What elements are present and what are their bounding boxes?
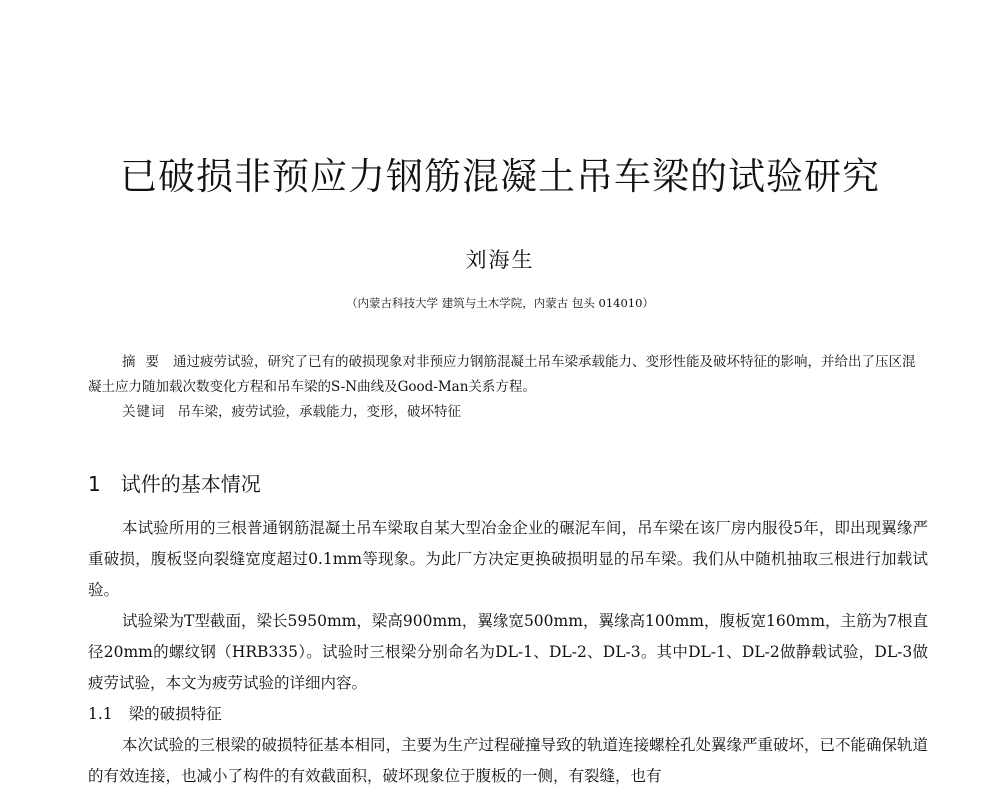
abstract-block <box>88 350 928 425</box>
body-paragraph: 本试验所用的三根普通钢筋混凝土吊车梁取自某大型冶金企业的碾泥车间，吊车梁在该厂房内服役5年，即出现翼缘严重破损，腹板竖向裂缝宽度超过0.1mm等现象。为此厂方决定更换破损明显的吊车梁。我们从中随机抽取三根进行加载试验。 <box>88 519 928 599</box>
section-number: 1 <box>88 472 101 496</box>
subsection-title: 梁的破损特征 <box>128 705 222 723</box>
keywords-label: 关键词 <box>122 404 166 420</box>
body-paragraph: 试验梁为T型截面，梁长5950mm，梁高900mm，翼缘宽500mm，翼缘高100mm，腹板宽160mm，主筋为7根直径20mm的螺纹钢（HRB335）。试验时三根梁分别命名为DL-1、DL-2、DL-3。其中DL-1、DL-2做静载试验，DL-3做疲劳试验，本文为疲劳试验的详细内容。 <box>88 612 928 692</box>
body-paragraph: 本次试验的三根梁的破损特征基本相同，主要为生产过程碰撞导致的轨道连接螺栓孔处翼缘严重破坏，已不能确保轨道的有效连接，也减小了构件的有效截面积，破坏现象位于腹板的一侧，有裂缝，也有 <box>88 736 929 785</box>
paper-title: 已破损非预应力钢筋混凝土吊车梁的试验研究 <box>120 155 880 198</box>
abstract-label: 摘要 <box>122 354 169 370</box>
section-1 <box>88 468 928 792</box>
subsection-heading <box>88 699 928 730</box>
keywords-line <box>88 400 928 425</box>
abstract-text: 通过疲劳试验，研究了已有的破损现象对非预应力钢筋混凝土吊车梁承载能力、变形性能及破坏特征的影响，并给出了压区混凝土应力随加载次数变化方程和吊车梁的S-N曲线及Good-Man关系方程。 <box>88 354 916 395</box>
keywords-text: 吊车梁，疲劳试验，承载能力，变形，破坏特征 <box>177 404 461 420</box>
author-affiliation: （内蒙古科技大学 建筑与土木学院，内蒙古 包头 014010） <box>346 296 654 310</box>
section-body <box>88 513 928 792</box>
abstract-paragraph <box>88 350 928 400</box>
section-heading <box>88 468 928 497</box>
section-title: 试件的基本情况 <box>120 472 261 496</box>
author-name: 刘海生 <box>465 248 535 272</box>
subsection-number: 1.1 <box>88 705 113 723</box>
